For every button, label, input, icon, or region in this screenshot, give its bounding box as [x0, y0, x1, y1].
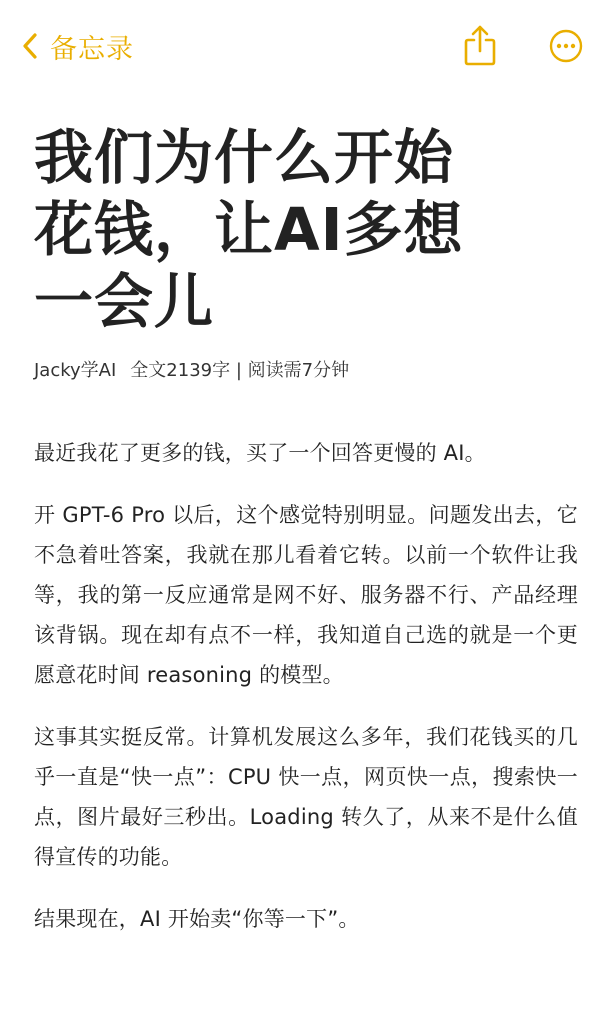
more-button[interactable] — [549, 29, 583, 63]
back-button[interactable] — [22, 26, 134, 66]
navigation-bar — [0, 0, 608, 92]
article-stats: 全文2139字 | 阅读需7分钟 — [130, 360, 350, 381]
paragraph: 结果现在，AI 开始卖“你等一下”。 — [34, 907, 360, 931]
paragraph: 最近我花了更多的钱，买了一个回答更慢的 AI。 — [34, 441, 486, 465]
paragraph: 这事其实挺反常。计算机发展这么多年，我们花钱买的几乎一直是“快一点”：CPU 快一点，网页快一点，搜索快一点，图片最好三秒出。Loading 转久了，从来不是什么值得宣传的功能。 — [34, 725, 578, 869]
title-line: 花钱，让AI多想 — [34, 195, 464, 264]
more-icon — [549, 29, 583, 63]
note-meta — [34, 357, 349, 385]
back-label: 备忘录 — [50, 33, 134, 65]
note-body[interactable] — [34, 433, 578, 961]
note-title — [34, 122, 504, 338]
share-icon — [462, 24, 498, 66]
title-line: 一会儿 — [34, 267, 215, 336]
chevron-left-icon — [22, 32, 38, 60]
paragraph: 开 GPT-6 Pro 以后，这个感觉特别明显。问题发出去，它不急着吐答案，我就在那儿看着它转。以前一个软件让我等，我的第一反应通常是网不好、服务器不行、产品经理该背锅。现在却有点不一样，我知道自己选的就是一个更愿意花时间 reasoning 的模型。 — [34, 503, 578, 687]
title-line: 我们为什么开始 — [34, 123, 455, 192]
share-button[interactable] — [462, 24, 498, 66]
author-name: Jacky学AI — [34, 360, 117, 381]
